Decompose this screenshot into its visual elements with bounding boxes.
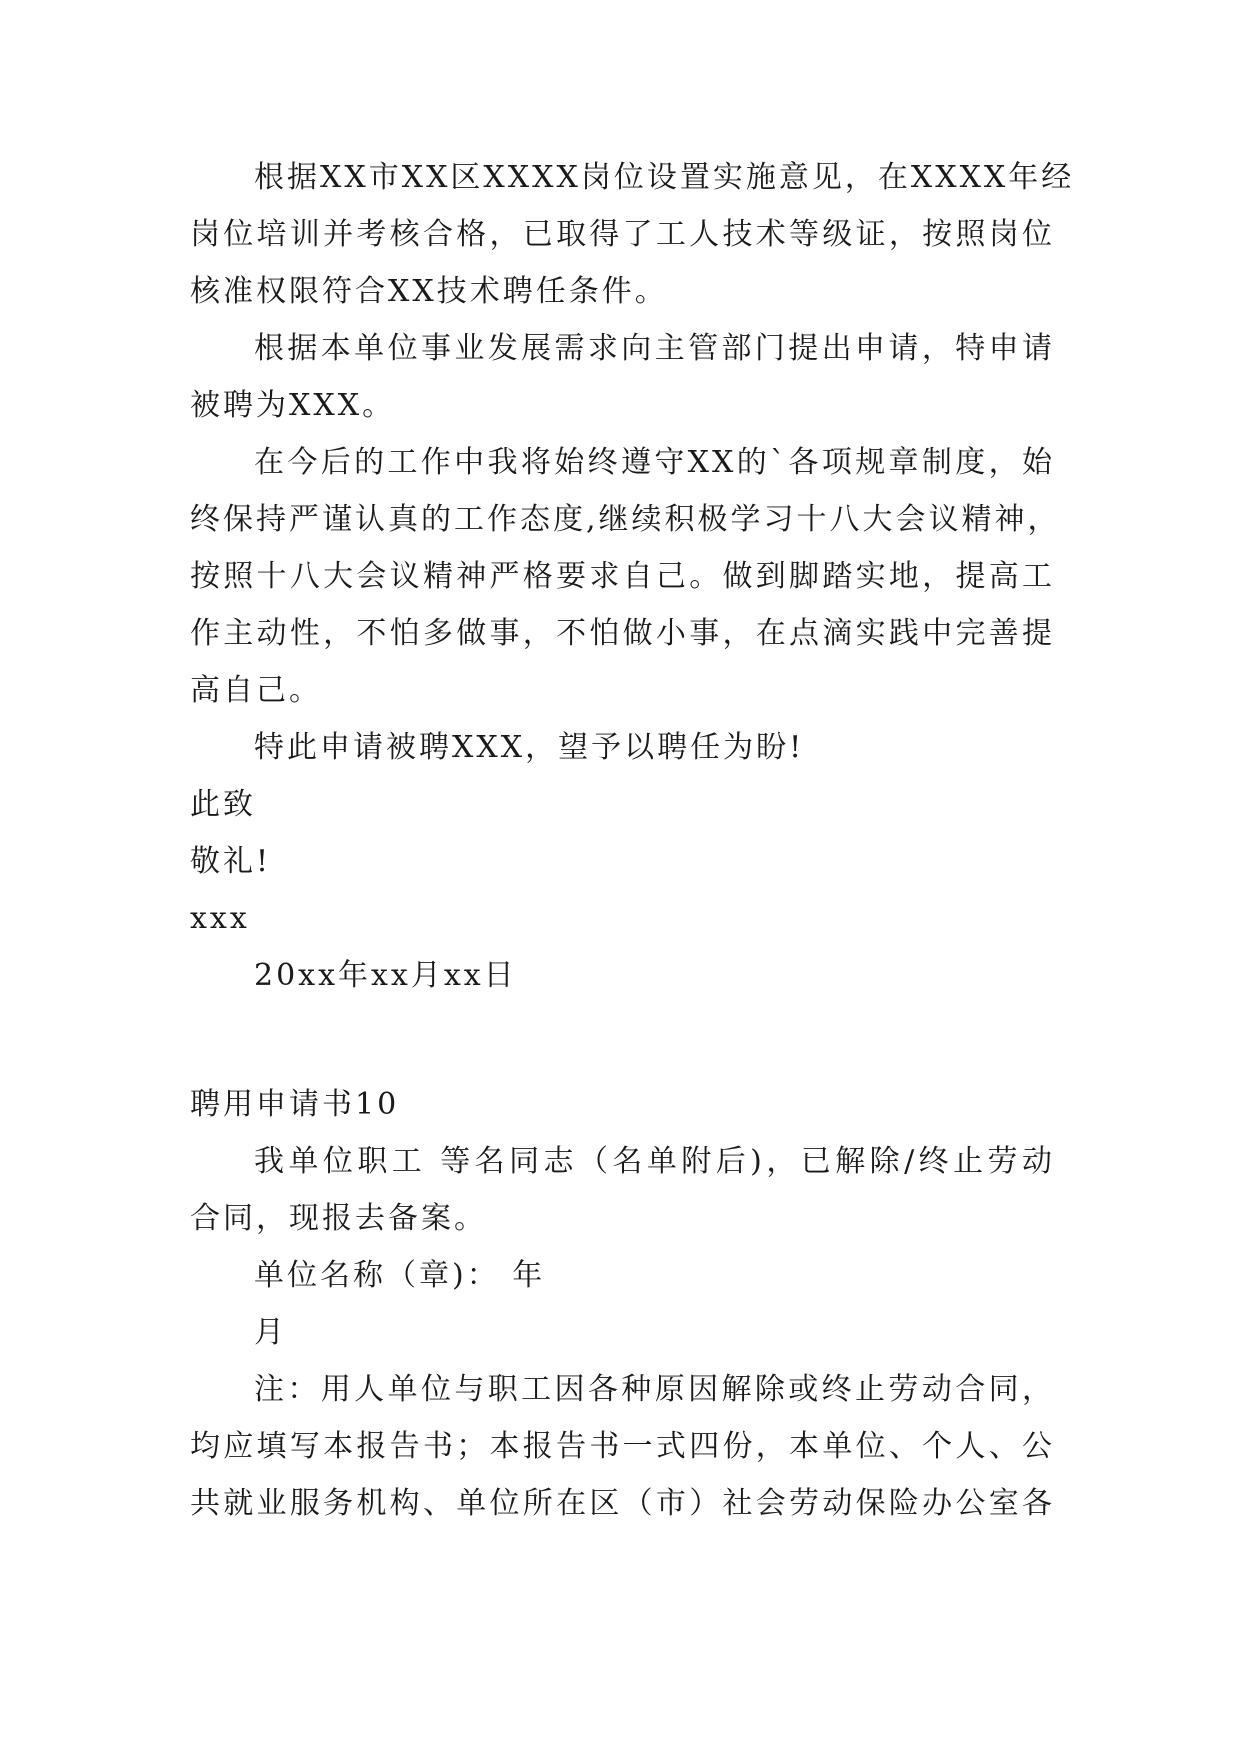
paragraph-3-line-1: 在今后的工作中我将始终遵守XX的`各项规章制度，始 (254, 445, 1055, 480)
note-line-3: 共就业服务机构、单位所在区（市）社会劳动保险办公室各 (190, 1486, 1055, 1521)
paragraph-1-line-3: 核准权限符合XX技术聘任条件。 (190, 274, 668, 309)
salutation-jingli: 敬礼! (190, 844, 272, 879)
month-line: 月 (254, 1315, 287, 1350)
section-heading: 聘用申请书10 (190, 1087, 400, 1122)
unit-name-stamp-line: 单位名称（章)： 年 (254, 1258, 546, 1293)
paragraph-2-line-1: 根据本单位事业发展需求向主管部门提出申请，特申请 (254, 331, 1055, 366)
paragraph-1-line-2: 岗位培训并考核合格，已取得了工人技术等级证，按照岗位 (190, 217, 1055, 252)
closing-request: 特此申请被聘XXX，望予以聘任为盼! (254, 730, 805, 765)
paragraph-3-line-2: 终保持严谨认真的工作态度,继续积极学习十八大会议精神， (190, 502, 1061, 537)
paragraph-3-line-5: 高自己。 (190, 673, 322, 708)
paragraph-1-line-1: 根据XX市XX区XXXX岗位设置实施意见，在XXXX年经 (254, 160, 1075, 195)
signature-name: xxx (190, 901, 250, 936)
paragraph-4-line-2: 合同，现报去备案。 (190, 1201, 487, 1236)
paragraph-3-line-4: 作主动性，不怕多做事，不怕做小事，在点滴实践中完善提 (190, 616, 1055, 651)
salutation-cizhi: 此致 (190, 787, 256, 822)
note-line-1: 注：用人单位与职工因各种原因解除或终止劳动合同， (254, 1372, 1055, 1407)
paragraph-4-line-1: 我单位职工 等名同志（名单附后)，已解除/终止劳动 (254, 1144, 1055, 1179)
note-line-2: 均应填写本报告书；本报告书一式四份，本单位、个人、公 (190, 1429, 1055, 1464)
paragraph-2-line-2: 被聘为XXX。 (190, 388, 396, 423)
paragraph-3-line-3: 按照十八大会议精神严格要求自己。做到脚踏实地，提高工 (190, 559, 1055, 594)
signature-date: 20xx年xx月xx日 (254, 958, 517, 993)
